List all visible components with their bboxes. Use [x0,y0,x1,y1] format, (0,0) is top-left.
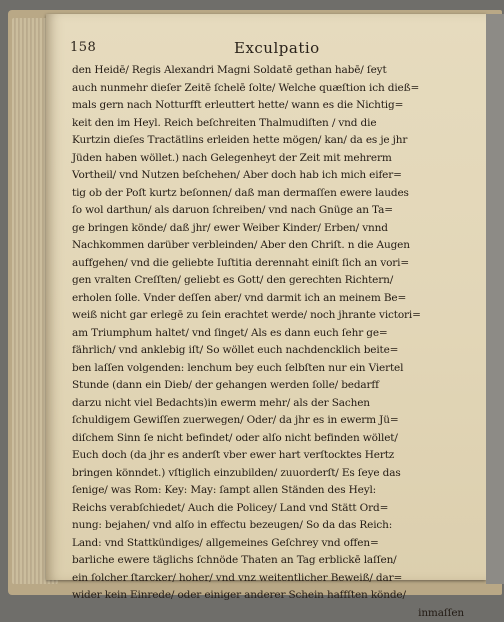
text-line: mals gern nach Notturfft erleuttert hette/ wann es die Nichtig= [72,97,464,115]
text-line: tig ob der Poſt kurtz beſonnen/ daß man dermaſſen ewere laudes [72,185,464,203]
text-line: ſenige/ was Rom: Key: May: ſampt allen Ständen des Heyl: [72,482,464,500]
text-line: Nachkommen darüber verbleinden/ Aber den Chriſt. n die Augen [72,237,464,255]
text-line: nung: bejahen/ vnd alſo in effectu bezeugen/ So da das Reich: [72,517,464,535]
text-line: auffgehen/ vnd die geliebte Iuſtitia derennaht einiſt ſich an vori= [72,255,464,273]
text-line: ben laſſen volgenden: lenchum bey euch ſelbſten nur ein Viertel [72,360,464,378]
text-line: Reichs verabſchiedet/ Auch die Policey/ Land vnd Stätt Ord= [72,500,464,518]
page-number: 158 [70,40,96,55]
running-title: Exculpatio [234,39,320,57]
text-line: Stunde (dann ein Dieb/ der gehangen werden ſolle/ bedarff [72,377,464,395]
text-line: ge bringen könde/ daß jhr/ ewer Weiber Kinder/ Erben/ vnnd [72,220,464,238]
text-line: auch nunmehr dieſer Zeitē ſchelē ſolte/ Welche quæſtion ich dieß= [72,80,464,98]
text-line: Kurtzin dieſes Tractätlins erleiden hette mögen/ kan/ da es je jhr [72,132,464,150]
text-line: Land: vnd Stattkündiges/ allgemeines Geſchrey vnd offen= [72,535,464,553]
text-line: keit den im Heyl. Reich beſchreiten Thalmudiſten / vnd die [72,115,464,133]
text-line: wider kein Einrede/ oder einiger anderer Schein haffſten könde/ [72,587,464,605]
text-line: am Triumphum haltet/ vnd ſinget/ Als es dann euch ſehr ge= [72,325,464,343]
text-line: Jüden haben wöllet.) nach Gelegenheyt der Zeit mit mehrerm [72,150,464,168]
text-line: fährlich/ vnd anklebig iſt/ So wöllet euch nachdencklich beite= [72,342,464,360]
body-text [72,62,464,622]
text-line: den Heidē/ Regis Alexandri Magni Soldatē gethan habē/ ſeyt [72,62,464,80]
catchword: inmaſſen [72,605,464,622]
text-line: ſchuldigem Gewiſſen zuerwegen/ Oder/ da jhr es in ewerm Jü= [72,412,464,430]
text-line: Vortheil/ vnd Nutzen beſchehen/ Aber doch hab ich mich eifer= [72,167,464,185]
text-line: Euch doch (da jhr es anderſt vber ewer hart verſtocktes Hertz [72,447,464,465]
text-line: darzu nicht viel Bedachts)in ewerm mehr/ als der Sachen [72,395,464,413]
text-line: diſchem Sinn ſe nicht befindet/ oder alſo nicht befinden wöllet/ [72,430,464,448]
text-line: gen vralten Creſſten/ geliebt es Gott/ den gerechten Richtern/ [72,272,464,290]
text-line: barliche ewere täglichs ſchnöde Thaten an Tag erblickē laſſen/ [72,552,464,570]
text-line: ſo wol darthun/ als daruon ſchreiben/ vnd nach Gnüge an Ta= [72,202,464,220]
facing-page-edge [486,14,504,584]
text-line: erholen ſolle. Vnder deſſen aber/ vnd darmit ich an meinem Be= [72,290,464,308]
text-line: ein ſolcher ſtarcker/ hoher/ vnd vnz weitentlicher Beweiß/ dar= [72,570,464,588]
text-line: bringen könndet.) vſtiglich einzubilden/ zuuorderſt/ Es ſeye das [72,465,464,483]
page-header [70,40,466,62]
text-line: weiß nicht gar erlegē zu ſein erachtet werde/ noch jhrante victori= [72,307,464,325]
